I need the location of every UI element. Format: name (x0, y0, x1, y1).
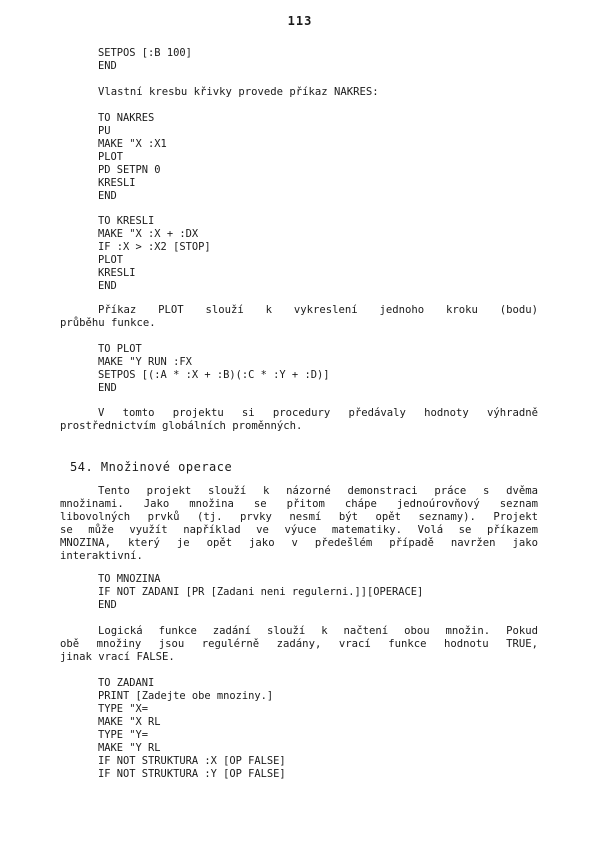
text-line: Logická funkce zadání slouží k načtení obou množin. Pokud (98, 625, 538, 637)
paragraph-zadani (60, 625, 538, 664)
text-line: jinak vrací FALSE. (60, 651, 175, 663)
page-number: 113 (287, 14, 313, 28)
text-line: libovolných prvků (tj. prvky nesmí být opět seznamy). Projekt (60, 511, 538, 523)
text-line: Vlastní kresbu křivky provede příkaz NAKRES: (98, 86, 379, 98)
code-block-plot: TO PLOT MAKE "Y RUN :FX SETPOS [(:A * :X + :B)(:C * :Y + :D)] END (98, 343, 330, 394)
text-line: V tomto projektu si procedury předávaly hodnoty výhradně (98, 407, 538, 419)
paragraph-nakres-intro (98, 86, 379, 99)
paragraph-global-vars (60, 407, 538, 433)
paragraph-mnoziny-intro (60, 485, 538, 563)
text-line: MNOZINA, který je opět jako v předešlém případě navržen jako (60, 537, 538, 549)
paragraph-plot (60, 304, 538, 330)
text-line: se může využít například ve výuce matematiky. Volá se příkazem (60, 524, 538, 536)
code-block-kresli: TO KRESLI MAKE "X :X + :DX IF :X > :X2 [STOP] PLOT KRESLI END (98, 215, 211, 292)
text-line: interaktivní. (60, 550, 143, 562)
text-line: obě množiny jsou regulérně zadány, vrací funkce hodnotu TRUE, (60, 638, 538, 650)
text-line: průběhu funkce. (60, 317, 156, 329)
section-heading: 54. Množinové operace (70, 460, 233, 474)
text-line: prostřednictvím globálních proměnných. (60, 420, 303, 432)
text-line: Tento projekt slouží k názorné demonstraci práce s dvěma (98, 485, 538, 497)
code-block-nakres: TO NAKRES PU MAKE "X :X1 PLOT PD SETPN 0 KRESLI END (98, 112, 167, 202)
text-line: Příkaz PLOT slouží k vykreslení jednoho kroku (bodu) (98, 304, 538, 316)
text-line: množinami. Jako množina se přitom chápe jednoúrovňový seznam (60, 498, 538, 510)
code-block-setpos: SETPOS [:B 100] END (98, 47, 192, 72)
code-block-zadani: TO ZADANI PRINT [Zadejte obe mnoziny.] TYPE "X= MAKE "X RL TYPE "Y= MAKE "Y RL IF NOT STRUKTURA :X [OP FALSE] IF NOT STRUKTURA :Y [OP FALSE] (98, 677, 286, 780)
code-block-mnozina: TO MNOZINA IF NOT ZADANI [PR [Zadani neni regulerni.]][OPERACE] END (98, 573, 424, 611)
